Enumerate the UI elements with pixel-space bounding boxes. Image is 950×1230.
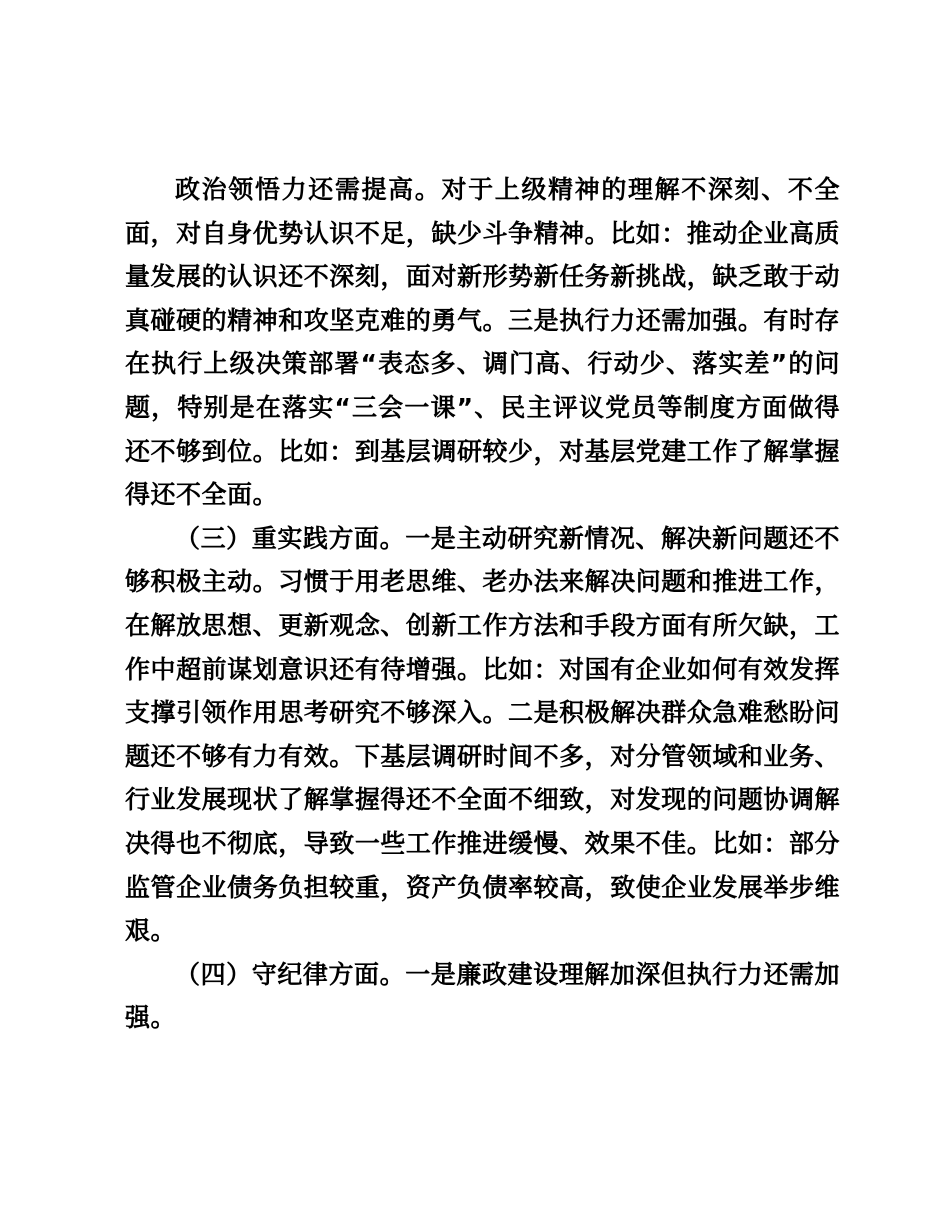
document-body (125, 168, 840, 1040)
paragraph-discipline: （四）守纪律方面。一是廉政建设理解加深但执行力还需加强。 (125, 959, 840, 1033)
paragraph-practice: （三）重实践方面。一是主动研究新情况、解决新问题还不够积极主动。习惯于用老思维、老办法来解决问题和推进工作，在解放思想、更新观念、创新工作方法和手段方面有所欠缺，工作中超前谋划意识还有待增强。比如：对国有企业如何有效发挥支撑引领作用思考研究不够深入。二是积极解决群众急难愁盼问题还不够有力有效。下基层调研时间不多，对分管领域和业务、行业发展现状了解掌握得还不全面不细致，对发现的问题协调解决得也不彻底，导致一些工作推进缓慢、效果不佳。比如：部分监管企业债务负担较重，资产负债率较高，致使企业发展举步维艰。 (125, 523, 840, 946)
paragraph-political-awareness: 政治领悟力还需提高。对于上级精神的理解不深刻、不全面，对自身优势认识不足，缺少斗争精神。比如：推动企业高质量发展的认识还不深刻，面对新形势新任务新挑战，缺乏敢于动真碰硬的精神和攻坚克难的勇气。三是执行力还需加强。有时存在执行上级决策部署“表态多、调门高、行动少、落实差”的问题，特别是在落实“三会一课”、民主评议党员等制度方面做得还不够到位。比如：到基层调研较少，对基层党建工作了解掌握得还不全面。 (125, 175, 840, 510)
